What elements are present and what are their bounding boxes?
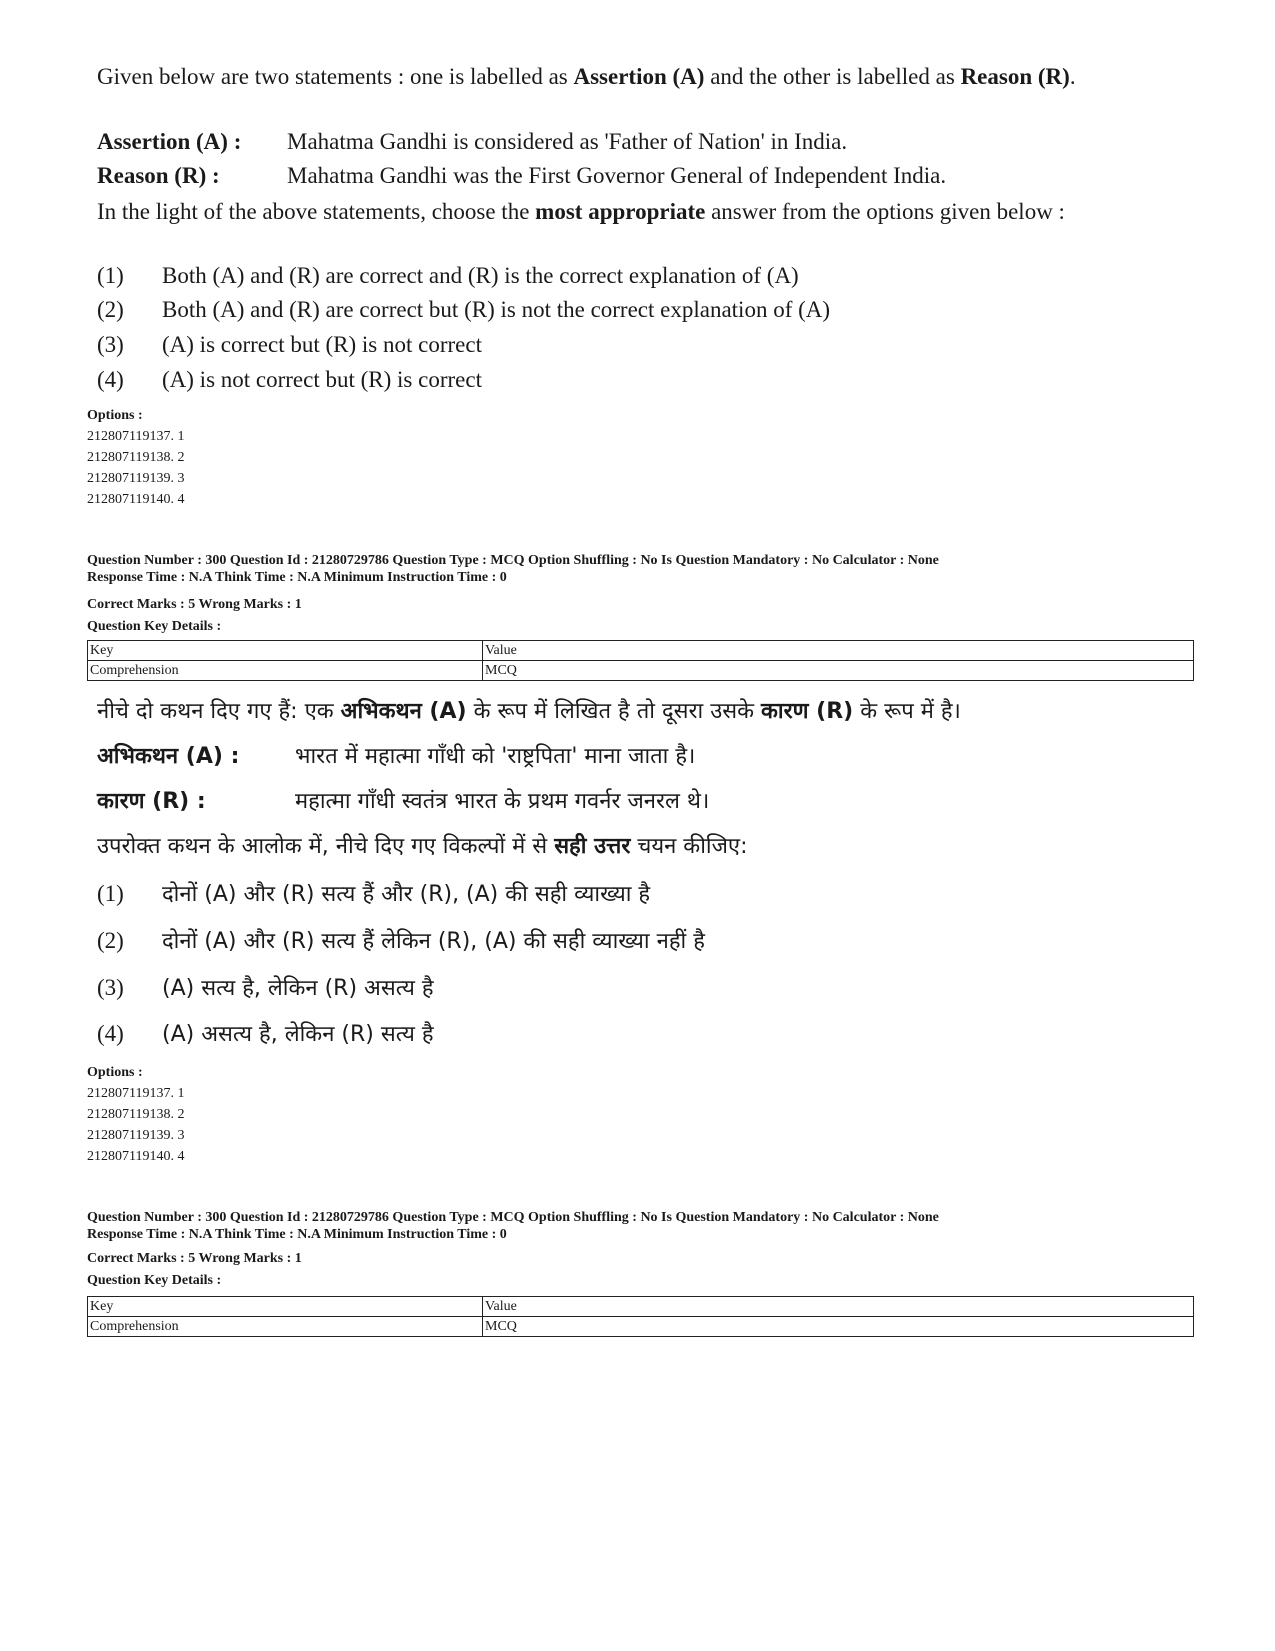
assertion-label: अभिकथन (A) : [97,744,240,769]
key-details-table [87,640,1194,681]
table-cell: Key [88,1297,483,1317]
option-id: 212807119139. 3 [87,1128,185,1143]
question-intro-en [97,62,1192,91]
table-cell: Comprehension [88,1317,483,1337]
instruction-text: चयन कीजिए: [637,834,748,859]
option-en-4 [97,366,482,394]
instruction-en [97,197,1192,226]
assertion-en [97,128,847,156]
table-cell: Value [483,1297,1194,1317]
table-row [88,1317,1194,1337]
option-number: (3) [97,332,124,357]
intro-text: Given below are two statements : one is labelled as [97,64,568,89]
intro-text: and the other is labelled as [710,64,955,89]
question-meta [87,1209,1197,1243]
reason-label: Reason (R) : [97,163,220,188]
key-details-table [87,1296,1194,1337]
option-id: 212807119138. 2 [87,450,185,465]
assertion-label: Assertion (A) : [97,129,242,154]
instruction-hi [97,832,748,862]
option-id: 212807119139. 3 [87,471,185,486]
instruction-text: उपरोक्त कथन के आलोक में, नीचे दिए गए विकल्पों में से [97,834,548,859]
marks: Correct Marks : 5 Wrong Marks : 1 [87,1251,302,1266]
instruction-text: answer from the options given below : [711,199,1065,224]
key-details-label: Question Key Details : [87,1273,222,1288]
option-id: 212807119140. 4 [87,492,185,507]
option-en-2 [97,296,830,324]
option-hi-4 [97,1019,434,1050]
option-number: (4) [97,367,124,392]
meta-line: Response Time : N.A Think Time : N.A Minimum Instruction Time : 0 [87,1227,507,1242]
option-text: (A) is correct but (R) is not correct [162,332,482,357]
table-cell: MCQ [483,1317,1194,1337]
option-hi-2 [97,926,705,957]
reason-hi [97,787,709,817]
option-number: (2) [97,928,124,953]
instruction-text: In the light of the above statements, choose the [97,199,530,224]
intro-reason: Reason (R) [960,64,1070,89]
option-id: 212807119140. 4 [87,1149,185,1164]
option-text: (A) असत्य है, लेकिन (R) सत्य है [162,1022,434,1047]
option-number: (1) [97,881,124,906]
option-number: (2) [97,297,124,322]
option-number: (3) [97,975,124,1000]
reason-label: कारण (R) : [97,789,206,814]
option-hi-3 [97,973,434,1004]
option-number: (4) [97,1021,124,1046]
marks: Correct Marks : 5 Wrong Marks : 1 [87,597,302,612]
intro-reason: कारण (R) [761,699,854,724]
options-label: Options : [87,408,143,423]
question-meta [87,552,1197,586]
assertion-text: Mahatma Gandhi is considered as 'Father of Nation' in India. [287,129,848,154]
meta-line: Response Time : N.A Think Time : N.A Minimum Instruction Time : 0 [87,570,507,585]
option-en-3 [97,331,482,359]
key-details-label: Question Key Details : [87,619,222,634]
option-text: (A) is not correct but (R) is correct [162,367,482,392]
option-text: दोनों (A) और (R) सत्य हैं और (R), (A) की सही व्याख्या है [162,882,651,907]
intro-text: नीचे दो कथन दिए गए हैं: एक [97,699,334,724]
option-text: (A) सत्य है, लेकिन (R) असत्य है [162,976,434,1001]
option-id: 212807119138. 2 [87,1107,185,1122]
instruction-bold: most appropriate [535,199,706,224]
intro-text: के रूप में लिखित है तो दूसरा उसके [473,699,755,724]
intro-text: के रूप में है। [860,699,961,724]
meta-line: Question Number : 300 Question Id : 21280729786 Question Type : MCQ Option Shuffling : No Is Question Mandatory : No Calculator : None [87,1210,939,1225]
reason-text: महात्मा गाँधी स्वतंत्र भारत के प्रथम गवर्नर जनरल थे। [295,789,710,814]
table-cell: Key [88,641,483,661]
assertion-text: भारत में महात्मा गाँधी को 'राष्ट्रपिता' माना जाता है। [295,744,696,769]
reason-en [97,162,946,190]
option-number: (1) [97,263,124,288]
option-text: Both (A) and (R) are correct and (R) is the correct explanation of (A) [162,263,799,288]
table-row [88,641,1194,661]
options-label: Options : [87,1065,143,1080]
meta-line: Question Number : 300 Question Id : 21280729786 Question Type : MCQ Option Shuffling : No Is Question Mandatory : No Calculator : None [87,553,939,568]
table-cell: MCQ [483,661,1194,681]
intro-assertion: अभिकथन (A) [340,699,467,724]
intro-assertion: Assertion (A) [573,64,705,89]
option-id: 212807119137. 1 [87,429,185,444]
instruction-bold: सही उत्तर [554,834,631,859]
assertion-hi [97,742,695,772]
option-hi-1 [97,879,650,910]
option-en-1 [97,262,799,290]
reason-text: Mahatma Gandhi was the First Governor General of Independent India. [287,163,947,188]
table-cell: Value [483,641,1194,661]
table-row [88,661,1194,681]
option-text: दोनों (A) और (R) सत्य हैं लेकिन (R), (A) की सही व्याख्या नहीं है [162,929,705,954]
option-id: 212807119137. 1 [87,1086,185,1101]
intro-period: . [1069,64,1076,89]
table-cell: Comprehension [88,661,483,681]
question-intro-hi [97,697,961,727]
option-text: Both (A) and (R) are correct but (R) is not the correct explanation of (A) [162,297,831,322]
table-row [88,1297,1194,1317]
